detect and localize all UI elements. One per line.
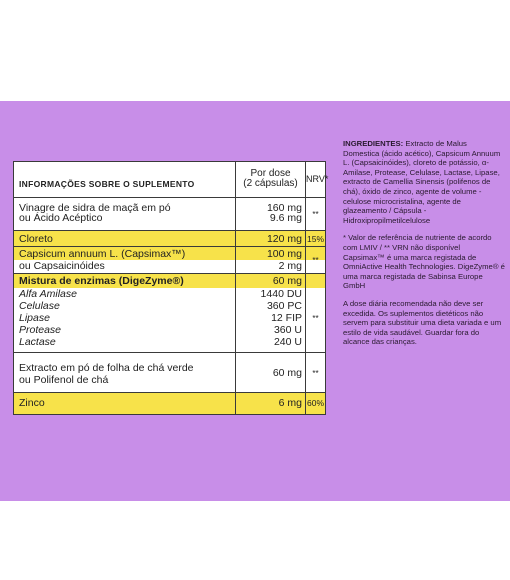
table-row: [14, 247, 325, 274]
dose-warning: A dose diária recomendada não deve ser excedida. Os suplementos dietéticos não servem para substituir uma dieta variada e um estilo de vida saudável. Guardar fora do alcance das crianças.: [343, 298, 502, 347]
table-row: [14, 231, 325, 247]
product-info-text: [343, 139, 505, 347]
enzyme-item: Alfa Amilase: [19, 288, 77, 300]
nutrient-dose: 160 mg: [266, 202, 302, 214]
enzyme-dose: 360 U: [273, 324, 302, 336]
nutrient-dose-alt: 9.6 mg: [269, 212, 302, 224]
table-row: [14, 198, 325, 231]
nrv-value: **: [312, 314, 319, 323]
enzyme-item: Protease: [19, 324, 62, 336]
nutrient-name-alt: ou Polifenol de chá: [19, 374, 109, 386]
nutrient-dose: 120 mg: [266, 233, 302, 245]
per-dose-header: Por dose: [250, 168, 291, 179]
nutrient-name: Extracto em pó de folha de chá verde: [19, 362, 194, 374]
nutrient-dose: 6 mg: [278, 397, 302, 409]
trademark-note: Capsimax™ é uma marca registada de OmniActive Health Technologies. DigeZyme® é uma marca registada de Sabinsa Europe GmbH: [343, 252, 505, 291]
nutrient-dose-alt: 2 mg: [278, 260, 302, 272]
nrv-header: NRV*: [306, 174, 329, 184]
enzyme-item: Lipase: [19, 312, 50, 324]
enzyme-blend-dose: 60 mg: [272, 275, 302, 287]
enzyme-item: Celulase: [19, 300, 60, 312]
nutrient-dose: 60 mg: [272, 367, 302, 379]
enzyme-dose: 240 U: [273, 336, 302, 348]
nutrient-name: Vinagre de sidra de maçã em pó: [19, 202, 171, 214]
table-row: [14, 393, 325, 414]
ingredients-label: INGREDIENTES:: [343, 139, 404, 148]
enzyme-blend-name: Mistura de enzimas (DigeZyme®): [19, 275, 184, 287]
nutrient-name: Capsicum annuum L. (Capsimax™): [19, 248, 186, 260]
table-row: [14, 353, 325, 393]
nrv-value: **: [312, 256, 319, 265]
enzyme-dose: 360 PC: [266, 300, 302, 312]
table-header: [14, 162, 329, 198]
nrv-value: 60%: [306, 398, 324, 408]
enzyme-item: Lactase: [19, 336, 56, 348]
ingredients-text: Extracto de Malus Domestica (ácido acético), Capsicum Annuum L. (Capsaicinóides), cloreto de potássio, α-Amilase, Protease, Celulase, Lactase, Lipase, extracto de Camellia Sinensis (polifenos de chá), óxido de zinco, agente de volume - celulose microcristalina, agente de glazeamento / Cápsula - Hidroxipropilmetilcelulose: [343, 139, 501, 225]
nutrient-dose: 100 mg: [266, 248, 302, 260]
enzyme-dose: 12 FIP: [271, 312, 302, 324]
enzyme-dose: 1440 DU: [260, 288, 302, 300]
nrv-footnote: * Valor de referência de nutriente de acordo com LMIV / ** VRN não disponível: [343, 233, 492, 252]
capsules-header: (2 cápsulas): [243, 178, 298, 189]
table-title: INFORMAÇÕES SOBRE O SUPLEMENTO: [19, 179, 195, 189]
nutrient-name: Cloreto: [19, 233, 53, 245]
nrv-value: 15%: [306, 234, 324, 244]
table-row: [14, 274, 325, 353]
nutrient-name-alt: ou Ácido Acéptico: [19, 212, 103, 224]
nutrient-name-alt: ou Capsaicinóides: [19, 260, 105, 272]
supplement-facts-table: [13, 161, 329, 415]
nutrient-name: Zinco: [19, 397, 45, 409]
nrv-value: **: [312, 210, 319, 219]
ingredients-paragraph: [343, 139, 505, 225]
nrv-value: **: [312, 369, 319, 378]
